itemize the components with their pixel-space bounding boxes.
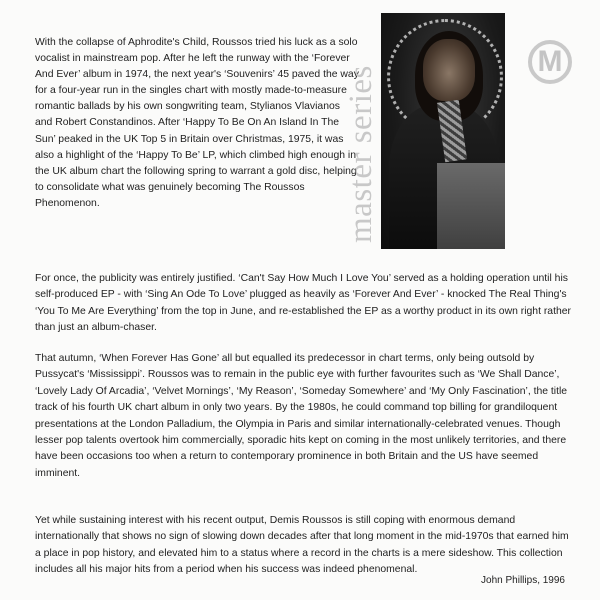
master-series-logo xyxy=(528,40,572,84)
master-series-wordmark: master series xyxy=(343,65,379,243)
artist-photo xyxy=(381,13,505,249)
intro-column xyxy=(35,35,360,212)
paragraph-2: For once, the publicity was entirely justified. ‘Can't Say How Much I Love You’ served as a holding operation until his self-produced EP - with ‘Sing An Ode To Love’ plugged as heavily as ‘Forever And Ever’ - knocked The Real Thing's ‘You To Me Are Everything’ from the top in June, and re-established the EP as a worthy product in its own right rather than just an album-chaser. xyxy=(35,273,571,334)
photo-piano xyxy=(437,163,505,249)
logo-letter: M xyxy=(537,45,563,78)
paragraph-3-block xyxy=(35,351,575,482)
paragraph-3: That autumn, ‘When Forever Has Gone’ all but equalled its predecessor in chart terms, only being outsold by Pussycat's ‘Mississippi’. Roussos was to remain in the public eye with further favourites such as ‘We Shall Dance’, ‘Lovely Lady Of Arcadia’, ‘Velvet Mornings’, ‘My Reason’, ‘Someday Somewhere’ and ‘My Only Fascination’, the title track of his fourth UK chart album in only two years. By the 1980s, he could command top billing for grandiloquent presentations at the London Palladium, the Olympia in Paris and similar internationally-celebrated venues. Though lesser pop talents overtook him commercially, sporadic hits kept on coming in the most unlikely territories, and there have been occasions too when a return to contemporary prominence in both Britain and the US have seemed imminent. xyxy=(35,353,568,479)
paragraph-4-block xyxy=(35,513,575,579)
author-signature: John Phillips, 1996 xyxy=(481,575,565,586)
paragraph-2-block xyxy=(35,271,575,337)
photo-figure-face xyxy=(423,39,475,101)
paragraph-1: With the collapse of Aphrodite's Child, Roussos tried his luck as a solo vocalist in mainstream pop. After he left the runway with the ‘Forever And Ever’ album in 1974, the next year's ‘Souvenirs’ 45 paved the way for a four-year run in the singles chart with mostly made-to-measure romantic ballads by his own songwriting team, Stylianos Vlavianos and Robert Constandinos. After ‘Happy To Be On An Island In The Sun’ peaked in the UK Top 5 in Britain over Christmas, 1975, it was also a highlight of the ‘Happy To Be’ LP, which climbed high enough in the UK album chart the following spring to warrant a gold disc, helping to consolidate what was genuinely becoming The Roussos Phenomenon. xyxy=(35,37,359,209)
paragraph-4: Yet while sustaining interest with his recent output, Demis Roussos is still coping with enormous demand internationally that shows no sign of slowing down decades after that long moment in the mid-1970s that earned him a place in pop history, and elevated him to a status where a record in the charts is a mere sideshow. This collection includes all his major hits from a period when his success was indeed phenomenal. xyxy=(35,515,569,576)
